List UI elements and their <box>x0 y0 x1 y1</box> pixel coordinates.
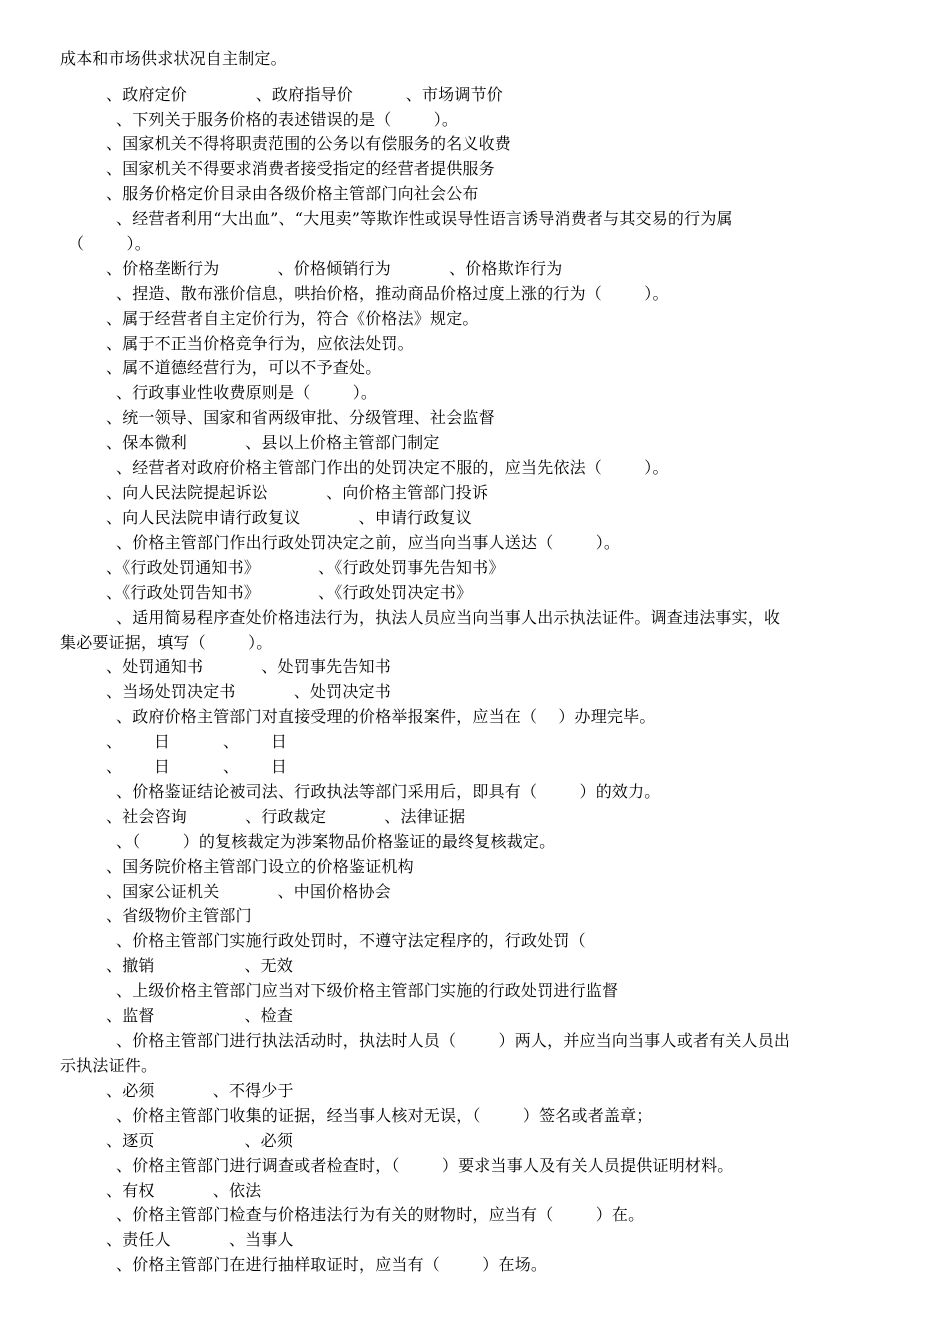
text-line: 、社会咨询 、行政裁定 、法律证据 <box>106 807 466 826</box>
text-line: 、经营者利用“大出血”、“大甩卖”等欺诈性或误导性语言诱导消费者与其交易的行为属 <box>116 209 733 228</box>
text-line: 、价格主管部门进行执法活动时，执法时人员（ ）两人，并应当向当事人或者有关人员出 <box>116 1031 791 1050</box>
text-line: 、属于经营者自主定价行为，符合《价格法》规定。 <box>106 309 479 328</box>
text-line: 、（ ）的复核裁定为涉案物品价格鉴证的最终复核裁定。 <box>116 832 556 851</box>
text-line: 、监督 、检查 <box>106 1006 294 1025</box>
text-line: 、政府定价 、政府指导价 、市场调节价 <box>106 85 503 104</box>
text-line: 、《行政处罚告知书》 、《行政处罚决定书》 <box>106 583 473 602</box>
text-line: 、当场处罚决定书 、处罚决定书 <box>106 682 391 701</box>
text-line: 、价格垄断行为 、价格倾销行为 、价格欺诈行为 <box>106 259 563 278</box>
text-line: 、《行政处罚通知书》 、《行政处罚事先告知书》 <box>106 558 505 577</box>
text-line: 、保本微利 、县以上价格主管部门制定 <box>106 433 440 452</box>
text-line: 、责任人 、当事人 <box>106 1230 294 1249</box>
text-line: 、向人民法院提起诉讼 、向价格主管部门投诉 <box>106 483 489 502</box>
text-line: 、处罚通知书 、处罚事先告知书 <box>106 657 391 676</box>
text-line: 、国家机关不得要求消费者接受指定的经营者提供服务 <box>106 159 495 178</box>
text-line: 、国家机关不得将职责范围的公务以有偿服务的名义收费 <box>106 134 512 153</box>
text-line: 、适用简易程序查处价格违法行为，执法人员应当向当事人出示执法证件。调查违法事实，收 <box>116 608 781 627</box>
text-line: 、行政事业性收费原则是（ ）。 <box>116 383 378 402</box>
text-line: 、价格主管部门进行调查或者检查时，（ ）要求当事人及有关人员提供证明材料。 <box>116 1156 734 1175</box>
text-line: 、价格鉴证结论被司法、行政执法等部门采用后，即具有（ ）的效力。 <box>116 782 661 801</box>
text-line: 、向人民法院申请行政复议 、申请行政复议 <box>106 508 472 527</box>
text-line: 、经营者对政府价格主管部门作出的处罚决定不服的，应当先依法（ ）。 <box>116 458 669 477</box>
text-line: 、上级价格主管部门应当对下级价格主管部门实施的行政处罚进行监督 <box>116 981 619 1000</box>
text-line: 、属于不正当价格竞争行为，应依法处罚。 <box>106 334 414 353</box>
text-line: 、价格主管部门实施行政处罚时，不遵守法定程序的，行政处罚（ <box>116 931 586 950</box>
text-line: 、统一领导、国家和省两级审批、分级管理、社会监督 <box>106 408 495 427</box>
text-line: 示执法证件。 <box>60 1056 158 1075</box>
text-line: 、省级物价主管部门 <box>106 906 252 925</box>
text-line: 、属不道德经营行为，可以不予查处。 <box>106 358 382 377</box>
text-line: 、撤销 、无效 <box>106 956 294 975</box>
text-line: 、价格主管部门作出行政处罚决定之前，应当向当事人送达（ ）。 <box>116 533 621 552</box>
text-line: 、政府价格主管部门对直接受理的价格举报案件，应当在（ ）办理完毕。 <box>116 707 656 726</box>
text-line: 、国家公证机关 、中国价格协会 <box>106 882 391 901</box>
text-line: 、下列关于服务价格的表述错误的是（ ）。 <box>116 110 459 129</box>
text-line: 、逐页 、必须 <box>106 1131 294 1150</box>
text-line: 、捏造、散布涨价信息，哄抬价格，推动商品价格过度上涨的行为（ ）。 <box>116 284 669 303</box>
text-line: 、国务院价格主管部门设立的价格鉴证机构 <box>106 857 414 876</box>
text-line: （ ）。 <box>68 234 151 253</box>
text-line: 、必须 、不得少于 <box>106 1081 294 1100</box>
text-line: 、服务价格定价目录由各级价格主管部门向社会公布 <box>106 184 479 203</box>
text-line: 集必要证据，填写（ ）。 <box>60 633 273 652</box>
text-line: 、有权 、依法 <box>106 1181 262 1200</box>
text-line: 、价格主管部门在进行抽样取证时，应当有（ ）在场。 <box>116 1255 548 1274</box>
text-line: 、价格主管部门检查与价格违法行为有关的财物时，应当有（ ）在。 <box>116 1205 645 1224</box>
text-line: 、 日 、 日 <box>106 757 288 776</box>
text-line: 成本和市场供求状况自主制定。 <box>60 49 287 68</box>
text-line: 、价格主管部门收集的证据，经当事人核对无误，（ ）签名或者盖章； <box>116 1106 653 1125</box>
text-line: 、 日 、 日 <box>106 732 288 751</box>
